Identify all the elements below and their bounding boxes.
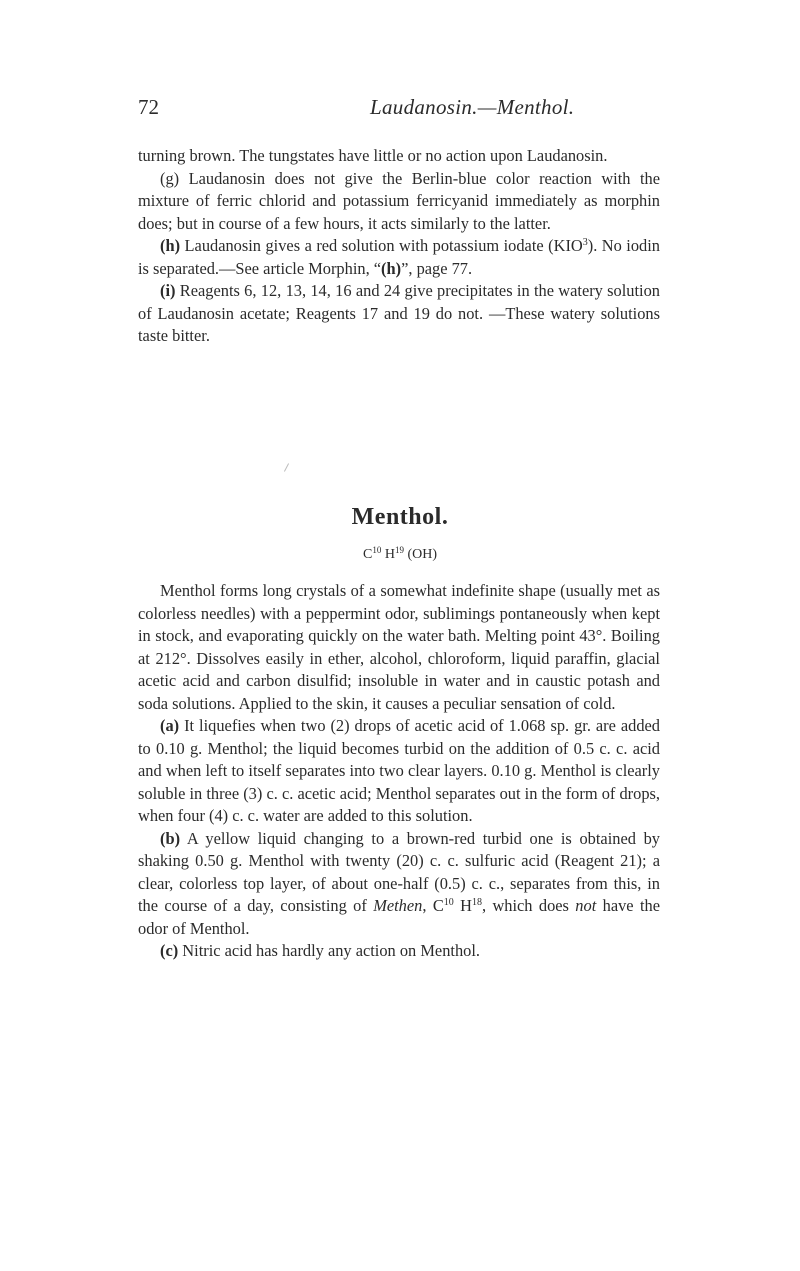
- emphasis: not: [575, 896, 597, 915]
- paragraph-label: (b): [160, 828, 181, 848]
- paragraph-text: H: [453, 896, 472, 915]
- paragraph-text: A yellow liquid changing to a brown-red turbid one is obtained by shaking 0.50 g. Menthol with twenty (20) c. c. sulfuric acid (Reagent 21); a clear, colorless top layer, of about one-half (0.5) c. c., separates from this, in the course of a day, consisting of: [138, 828, 660, 915]
- formula-part: (OH): [403, 547, 437, 562]
- paragraph-label: (c): [160, 941, 179, 960]
- paragraph-label: (i): [160, 281, 176, 300]
- cross-reference-label: (h): [381, 258, 402, 278]
- emphasis: Methen: [373, 896, 423, 915]
- paragraph-text: Laudanosin does not give the Berlin-blue color reaction with the mixture of ferric chlorid and potassium ferricyanid immediately as morphin does; but in course of a few hours, it acts similarly to the latter.: [138, 168, 660, 233]
- paragraph-text: It liquefies when two (2) drops of acetic acid of 1.068 sp. gr. are added to 0.10 g. Menthol; the liquid becomes turbid on the addition of 0.5 c. c. acid and when left to itself separates into two clear layers. 0.10 g. Menthol is clearly soluble in three (3) c. c. acetic acid; Menthol separates out in the form of drops, when four (4) c. c. water are added to this solution.: [138, 716, 660, 825]
- formula-part: H: [381, 547, 395, 562]
- chemical-formula: [0, 547, 800, 563]
- paragraph-label: (a): [160, 716, 180, 735]
- superscript: 3: [582, 237, 588, 248]
- section-heading: Menthol.: [351, 504, 449, 530]
- paragraph-i: [138, 280, 660, 348]
- formula-index: 19: [394, 545, 404, 555]
- paragraph-text: , which does: [481, 896, 576, 915]
- menthol-section: [138, 580, 660, 963]
- running-head: [138, 95, 660, 125]
- paragraph-label: (g): [160, 168, 180, 188]
- paragraph-g: [138, 168, 660, 236]
- paragraph-text: Laudanosin gives a red solution with potassium iodate (KIO: [180, 236, 583, 255]
- paragraph-b: [138, 828, 660, 941]
- paragraph-text: ). No iodin is separated.—See article Morphin, “: [138, 236, 660, 278]
- paragraph-label: (h): [160, 236, 181, 255]
- paragraph-text: ”, page 77.: [401, 258, 473, 278]
- intro-paragraph: Menthol forms long crystals of a somewhat indefinite shape (usually met as colorless needles) with a peppermint odor, sublimings pontaneously when kept in stock, and evaporating quickly on the water bath. Melting point 43°. Boiling at 212°. Dissolves easily in ether, alcohol, chloroform, liquid paraffin, glacial acetic acid and carbon disulfid; insoluble in water and in caustic potash and soda solutions. Applied to the skin, it causes a peculiar sensation of cold.: [138, 581, 660, 713]
- paragraph-text: Reagents 6, 12, 13, 14, 16 and 24 give precipitates in the watery solution of Laudanosin acetate; Reagents 17 and 19 do not. —These watery solutions taste bitter.: [138, 281, 660, 345]
- page-number: 72: [138, 95, 159, 119]
- print-blemish: [284, 463, 289, 471]
- formula-part: C: [362, 547, 373, 562]
- running-title: Laudanosin.—Menthol.: [370, 95, 575, 119]
- formula-index: 10: [372, 545, 382, 555]
- superscript: 10: [443, 897, 454, 908]
- paragraph-a: [138, 715, 660, 828]
- paragraph-text: have the odor of Menthol.: [138, 896, 660, 938]
- paragraph-text: , C: [422, 896, 444, 915]
- continuation-paragraph: turning brown. The tungstates have little or no action upon Laudanosin.: [138, 146, 608, 165]
- paragraph-text: Nitric acid has hardly any action on Menthol.: [178, 941, 480, 960]
- laudanosin-section: [138, 145, 660, 348]
- superscript: 18: [471, 897, 482, 908]
- paragraph-h: [138, 235, 660, 280]
- paragraph-c: [138, 940, 660, 963]
